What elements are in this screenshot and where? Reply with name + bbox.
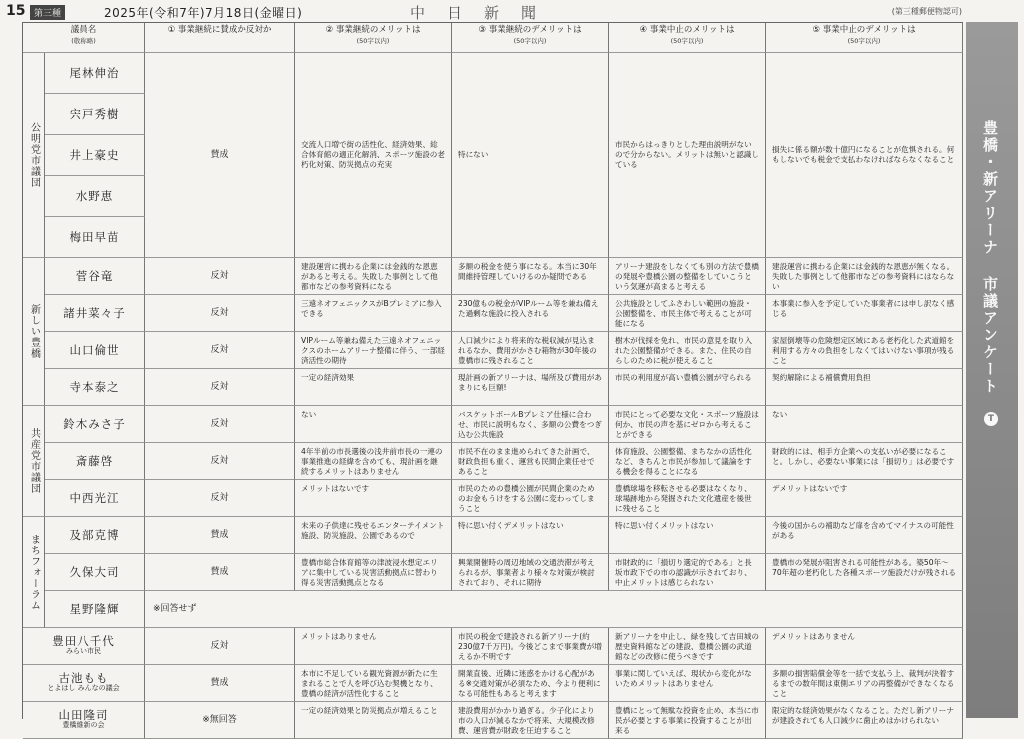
member-stance: 反対 bbox=[145, 295, 295, 332]
member-stance: 反対 bbox=[145, 258, 295, 295]
answer-q3: 特に思い付くデメリットはない bbox=[452, 517, 609, 554]
answer-q4: 市民の利用度が高い豊橋公園が守られる bbox=[609, 369, 766, 406]
answer-q5: ない bbox=[766, 406, 963, 443]
answer-q4: アリーナ建設をしなくても別の方法で豊橋の発展や豊橋公園の整備をしていこうという気運が高まると考える bbox=[609, 258, 766, 295]
answer-q3: 市民のための豊橋公園が民間企業のためのお金もうけをする公園に変わってしまうこと bbox=[452, 480, 609, 517]
header-q1: ① 事業継続に賛成か反対か bbox=[145, 23, 295, 53]
group-komei: 公明党市議団 bbox=[23, 53, 45, 258]
member-stance: 反対 bbox=[145, 628, 295, 665]
answer-q2: ない bbox=[295, 406, 452, 443]
header-q2-limit: (50字以内) bbox=[356, 37, 390, 45]
header-name bbox=[23, 23, 145, 53]
postal-note: (第三種郵便物認可) bbox=[891, 7, 962, 16]
member-stance: 反対 bbox=[145, 480, 295, 517]
answer-q2: 未来の子供達に残せるエンターテイメント施設、防災施設、公園であるので bbox=[295, 517, 452, 554]
member-stance: 反対 bbox=[145, 406, 295, 443]
member-name: 鈴木みさ子 bbox=[45, 406, 145, 443]
header-q3-label: ③ 事業継続のデメリットは bbox=[478, 25, 582, 35]
group-machi: まちフォーラム bbox=[23, 517, 45, 628]
answer-q3: 人口減少により将来的な税収減が見込まれるなか、費用がかさむ箱物が30年後の豊橋市に残されること bbox=[452, 332, 609, 369]
answer-q3: 開業直後、近隣に迷惑をかける心配がある※交通対策が必須なため、今より便利になる可能性もあると考えます bbox=[452, 665, 609, 702]
komei-stance: 賛成 bbox=[145, 53, 295, 258]
answer-q2: メリットはないです bbox=[295, 480, 452, 517]
member-name: 尾林伸治 bbox=[45, 53, 145, 94]
answer-q5: 限定的な経済効果がなくなること。ただし新アリーナが建設されても人口減少に歯止めはかけられない bbox=[766, 702, 963, 739]
member-name: 梅田早苗 bbox=[45, 217, 145, 258]
answer-q3: 230億もの税金がVIPルーム等を兼ね備えた過剰な施設に投入される bbox=[452, 295, 609, 332]
member-name: 中西光江 bbox=[45, 480, 145, 517]
member-stance: ※無回答 bbox=[145, 702, 295, 739]
member-name: 久保大司 bbox=[45, 554, 145, 591]
newspaper-name: 中日新聞 bbox=[410, 4, 559, 22]
member-stance: ※回答せず bbox=[145, 591, 963, 628]
answer-q2: 本市に不足している観光資源が新たに生まれることで人を呼び込む契機となり、豊橋の経済が活性化すること bbox=[295, 665, 452, 702]
group-atarashii: 新しい豊橋 bbox=[23, 258, 45, 406]
answer-q3: 建設費用がかかり過ぎる。少子化により市の人口が減るなかで将来、大規模改修費、運営費が財政を圧迫すること bbox=[452, 702, 609, 739]
member-name: 山口倫世 bbox=[45, 332, 145, 369]
answer-q5: 本事業に参入を予定していた事業者には申し訳なく感じる bbox=[766, 295, 963, 332]
answer-q5: 多額の損害賠償金等を一括で支払う上、裁判が決着するまでの数年間は東側エリアの再整備ができなくなること bbox=[766, 665, 963, 702]
answer-q2: 建設運営に携わる企業には金銭的な恩恵があると考える。失敗した事例として他都市などの参考資料になる bbox=[295, 258, 452, 295]
member-name-text: 山田隆司 bbox=[58, 708, 109, 722]
group-kyosan: 共産党市議団 bbox=[23, 406, 45, 517]
header-q5-limit: (50字以内) bbox=[847, 37, 881, 45]
answer-q3: 多額の税金を使う事になる。本当に30年間維持管理していけるのか疑問である bbox=[452, 258, 609, 295]
member-name bbox=[23, 665, 145, 702]
answer-q4: 豊橋にとって無駄な投資を止め、本当に市民が必要とする事業に投資することが出来る bbox=[609, 702, 766, 739]
answer-q3: 市民の税金で建設される新アリーナ(約230億7千万円)。今後どこまで事業費が増えるか不明です bbox=[452, 628, 609, 665]
answer-q4: 新アリーナを中止し、緑を残して吉田城の歴史資料館などの建設、豊橋公園の武道館などの改修に使うべきです bbox=[609, 628, 766, 665]
header-q3 bbox=[452, 23, 609, 53]
member-name: 諸井菜々子 bbox=[45, 295, 145, 332]
member-name: 井上豪史 bbox=[45, 135, 145, 176]
komei-q3: 特にない bbox=[452, 53, 609, 258]
answer-q3: バスケットボールBプレミア仕様に合わせ、市民に説明もなく、多額の公費をつぎ込む公共施設 bbox=[452, 406, 609, 443]
header-q2 bbox=[295, 23, 452, 53]
answer-q4: 公共施設としてふさわしい範囲の施設・公園整備を、市民主体で考えることが可能になる bbox=[609, 295, 766, 332]
header-q2-label: ② 事業継続のメリットは bbox=[325, 25, 421, 35]
member-stance: 反対 bbox=[145, 443, 295, 480]
answer-q3: 興業開催時の周辺地域の交通渋滞が考えられるが、事業者より様々な対策が検討されており、それに期待 bbox=[452, 554, 609, 591]
page-number: 15 bbox=[6, 3, 26, 19]
member-name: 宍戸秀樹 bbox=[45, 94, 145, 135]
survey-table bbox=[22, 22, 963, 735]
member-stance: 賛成 bbox=[145, 517, 295, 554]
answer-q3: 市民不在のまま進められてきた計画で、財政負担も重く、運営も民間企業任せであること bbox=[452, 443, 609, 480]
answer-q4: 樹木が伐採を免れ、市民の意見を取り入れた公園整備ができる。また、住民の自らしのために税が使えること bbox=[609, 332, 766, 369]
answer-q5: 財政的には、相手方企業への支払いが必要になること。しかし、必要ない事業には「損切り」は必要です bbox=[766, 443, 963, 480]
answer-q5: 家屋倒壊等の危険想定区域にある老朽化した武道館を利用する方々の負担をしなくてはいけない事項が残ること bbox=[766, 332, 963, 369]
header-q4 bbox=[609, 23, 766, 53]
answer-q4: 市民にとって必要な文化・スポーツ施設は何か、市民の声を基にゼロから考えることができる bbox=[609, 406, 766, 443]
member-stance: 賛成 bbox=[145, 554, 295, 591]
answer-q2: 4年半前の市長選後の浅井前市長の一連の事業推進の経緯を含めても、現計画を継続するメリットはありません bbox=[295, 443, 452, 480]
answer-q2: 三遠ネオフェニックスがBプレミアに参入できる bbox=[295, 295, 452, 332]
header-q3-limit: (50字以内) bbox=[513, 37, 547, 45]
answer-q2: 一定の経済効果 bbox=[295, 369, 452, 406]
member-name: 寺本泰之 bbox=[45, 369, 145, 406]
answer-q4: 事業に関していえば、現状から変化がないためメリットはありません bbox=[609, 665, 766, 702]
issue-date: 2025年(令和7年)7月18日(金曜日) bbox=[104, 6, 303, 20]
answer-q5: 豊橋市の発展が阻害される可能性がある。築50年〜70年超の老朽化した各種スポーツ施設だけが残される bbox=[766, 554, 963, 591]
komei-q5: 損失に係る額が数十億円になることが危惧される。何もしないでも税金で支払わなければならなくなること bbox=[766, 53, 963, 258]
member-stance: 反対 bbox=[145, 332, 295, 369]
answer-q5: デメリットはないです bbox=[766, 480, 963, 517]
member-name: 菅谷竜 bbox=[45, 258, 145, 295]
member-name: 水野恵 bbox=[45, 176, 145, 217]
answer-q5: 建設運営に携わる企業には金銭的な恩恵が無くなる。失敗した事例として他都市などの参考資料にはならない bbox=[766, 258, 963, 295]
answer-q2: VIPルーム等兼ね備えた三遠ネオフェニックスのホームアリーナ整備に伴う、一部経済活性の期待 bbox=[295, 332, 452, 369]
header-q5 bbox=[766, 23, 963, 53]
answer-q4: 特に思い付くメリットはない bbox=[609, 517, 766, 554]
header-q4-limit: (50字以内) bbox=[670, 37, 704, 45]
answer-q2: メリットはありません bbox=[295, 628, 452, 665]
answer-q3: 現計画の新アリーナは、場所及び費用があまりにも巨額! bbox=[452, 369, 609, 406]
member-affiliation: みらい市民 bbox=[66, 647, 101, 655]
t-badge-icon: T bbox=[984, 412, 998, 426]
member-name bbox=[23, 702, 145, 739]
feature-sidebar bbox=[966, 22, 1018, 718]
member-name bbox=[23, 628, 145, 665]
header-q4-label: ④ 事業中止のメリットは bbox=[639, 25, 735, 35]
member-stance: 反対 bbox=[145, 369, 295, 406]
header-name-sub: (敬称略) bbox=[71, 37, 96, 45]
answer-q5: 契約解除による補償費用負担 bbox=[766, 369, 963, 406]
masthead bbox=[0, 0, 1024, 22]
answer-q5: 今後の国からの補助など扉を含めてマイナスの可能性がある bbox=[766, 517, 963, 554]
komei-q4: 市民からはっきりとした理由説明がないので分からない。メリットは無いと認識している bbox=[609, 53, 766, 258]
komei-q2: 交流人口増で街の活性化、経済効果、総合体育館の適正化解消、スポーツ施設の老朽化対策、防災拠点の充実 bbox=[295, 53, 452, 258]
member-stance: 賛成 bbox=[145, 665, 295, 702]
answer-q5: デメリットはありません bbox=[766, 628, 963, 665]
answer-q2: 一定の経済効果と防災拠点が増えること bbox=[295, 702, 452, 739]
member-affiliation: 豊橋維新の会 bbox=[62, 721, 105, 729]
answer-q4: 体育施設、公園整備、まちなかの活性化など、きちんと市民が参加して議論をする機会を得ることになる bbox=[609, 443, 766, 480]
feature-title: 豊橋・新アリーナ 市議アンケート bbox=[981, 120, 999, 395]
header-name-label: 議員名 bbox=[70, 25, 97, 35]
member-name: 斎藤啓 bbox=[45, 443, 145, 480]
member-affiliation: とよはし みんなの議会 bbox=[47, 684, 120, 692]
member-name-text: 古池もも bbox=[58, 671, 109, 685]
answer-q2: 豊橋市総合体育館等の津波浸水想定エリアに集中している災害活動拠点に替わり得る災害活動拠点となる bbox=[295, 554, 452, 591]
answer-q4: 市財政的に「損切り選定的である」と長坂市政下での市の認識が示されており、中止メリットは感じられない bbox=[609, 554, 766, 591]
header-q5-label: ⑤ 事業中止のデメリットは bbox=[812, 25, 916, 35]
member-name-text: 豊田八千代 bbox=[52, 634, 115, 648]
section-label: 第三種 bbox=[30, 5, 65, 20]
member-name: 及部克博 bbox=[45, 517, 145, 554]
answer-q4: 豊橋球場を移転させる必要はなくなり、球場跡地から発掘された文化遺産を後世に残せること bbox=[609, 480, 766, 517]
member-name: 星野隆輝 bbox=[45, 591, 145, 628]
